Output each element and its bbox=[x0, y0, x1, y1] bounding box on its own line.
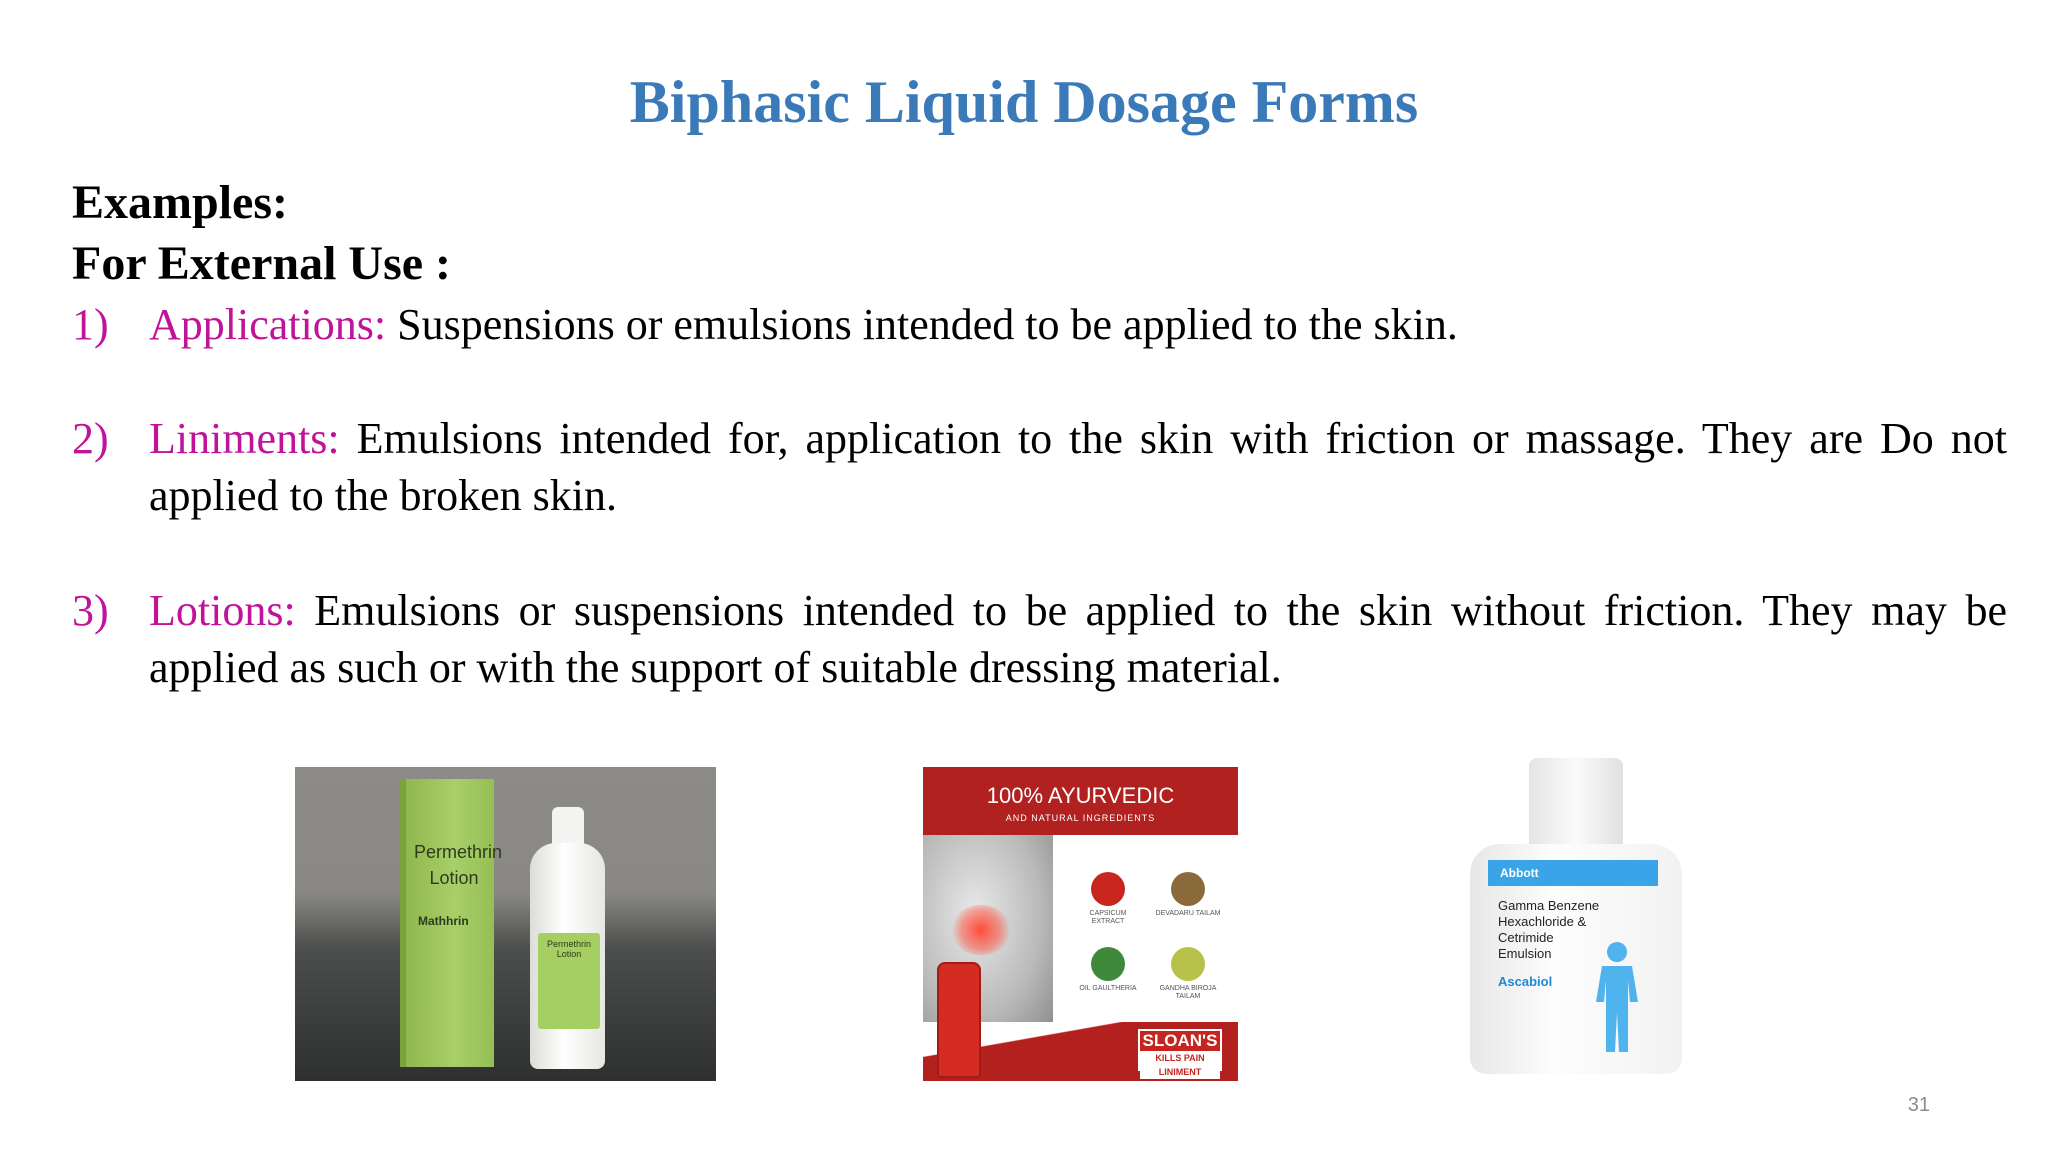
list-number: 1) bbox=[72, 300, 109, 349]
heading-external-use: For External Use : bbox=[72, 237, 452, 290]
product-box-brand: Mathhrin bbox=[418, 914, 469, 928]
ingredient-item bbox=[1153, 947, 1223, 1001]
ad-header bbox=[923, 767, 1238, 835]
ingredient-label: DEVADARU TAILAM bbox=[1155, 910, 1221, 917]
term-lotions: Lotions: bbox=[149, 586, 296, 635]
product-description: Gamma Benzene Hexachloride & Cetrimide Emulsion bbox=[1498, 898, 1600, 961]
gaultheria-icon bbox=[1091, 947, 1125, 981]
definition-applications: Suspensions or emulsions intended to be applied to the skin. bbox=[386, 300, 1458, 349]
sloans-logo bbox=[1138, 1029, 1222, 1077]
list-item-body bbox=[149, 296, 2007, 353]
term-liniments: Liniments: bbox=[149, 414, 340, 463]
pain-highlight bbox=[951, 905, 1011, 955]
bottle-label-text: Permethrin Lotion bbox=[546, 939, 591, 959]
ascabiol-emulsion-image bbox=[1466, 752, 1686, 1082]
sloans-liniment-image bbox=[923, 767, 1238, 1081]
human-figure-icon bbox=[1582, 940, 1652, 1058]
product-bottle bbox=[530, 807, 605, 1069]
heading-examples: Examples: bbox=[72, 176, 288, 229]
list-item-lotions bbox=[72, 582, 2007, 696]
list-item-applications bbox=[72, 296, 2007, 353]
bottle-body bbox=[530, 843, 605, 1069]
list-number: 2) bbox=[72, 414, 109, 463]
bottle-cap bbox=[552, 807, 584, 847]
product-box bbox=[400, 779, 503, 1067]
capsicum-icon bbox=[1091, 872, 1125, 906]
definition-liniments: Emulsions intended for, application to the skin with friction or massage. They are Do not applied to the broken skin. bbox=[149, 414, 2007, 520]
logo-tagline: KILLS PAIN LINIMENT bbox=[1140, 1051, 1220, 1079]
list-item-body bbox=[149, 582, 2007, 696]
list-item-body bbox=[149, 410, 2007, 524]
ingredient-item bbox=[1153, 872, 1223, 918]
term-applications: Applications: bbox=[149, 300, 387, 349]
list-number: 3) bbox=[72, 586, 109, 635]
ingredient-item bbox=[1073, 872, 1143, 926]
product-box-label: Permethrin Lotion bbox=[414, 842, 503, 888]
slide-title: Biphasic Liquid Dosage Forms bbox=[629, 69, 1419, 135]
ingredient-label: CAPSICUM EXTRACT bbox=[1089, 910, 1127, 925]
product-brand: Ascabiol bbox=[1498, 974, 1553, 989]
definition-lotions: Emulsions or suspensions intended to be applied to the skin without friction. They may be applied as such or with the support of suitable dressing material. bbox=[149, 586, 2007, 692]
ad-subline: AND NATURAL INGREDIENTS bbox=[1005, 813, 1156, 823]
abbott-label-band: Abbott bbox=[1488, 860, 1658, 886]
ingredient-label: GANDHA BIROJA TAILAM bbox=[1159, 985, 1217, 1000]
permethrin-lotion-image bbox=[295, 767, 716, 1081]
ingredient-label: OIL GAULTHERIA bbox=[1079, 985, 1137, 992]
logo-text: SLOAN'S bbox=[1142, 1031, 1218, 1050]
ad-headline: 100% AYURVEDIC bbox=[986, 783, 1175, 808]
list-item-liniments bbox=[72, 410, 2007, 524]
bottle-label bbox=[538, 933, 600, 1029]
page-number: 31 bbox=[1907, 1094, 1930, 1116]
bottle-cap bbox=[1529, 758, 1623, 848]
devadaru-icon bbox=[1171, 872, 1205, 906]
liniment-bottle bbox=[937, 962, 981, 1078]
ingredient-item bbox=[1073, 947, 1143, 993]
gandha-biroja-icon bbox=[1171, 947, 1205, 981]
